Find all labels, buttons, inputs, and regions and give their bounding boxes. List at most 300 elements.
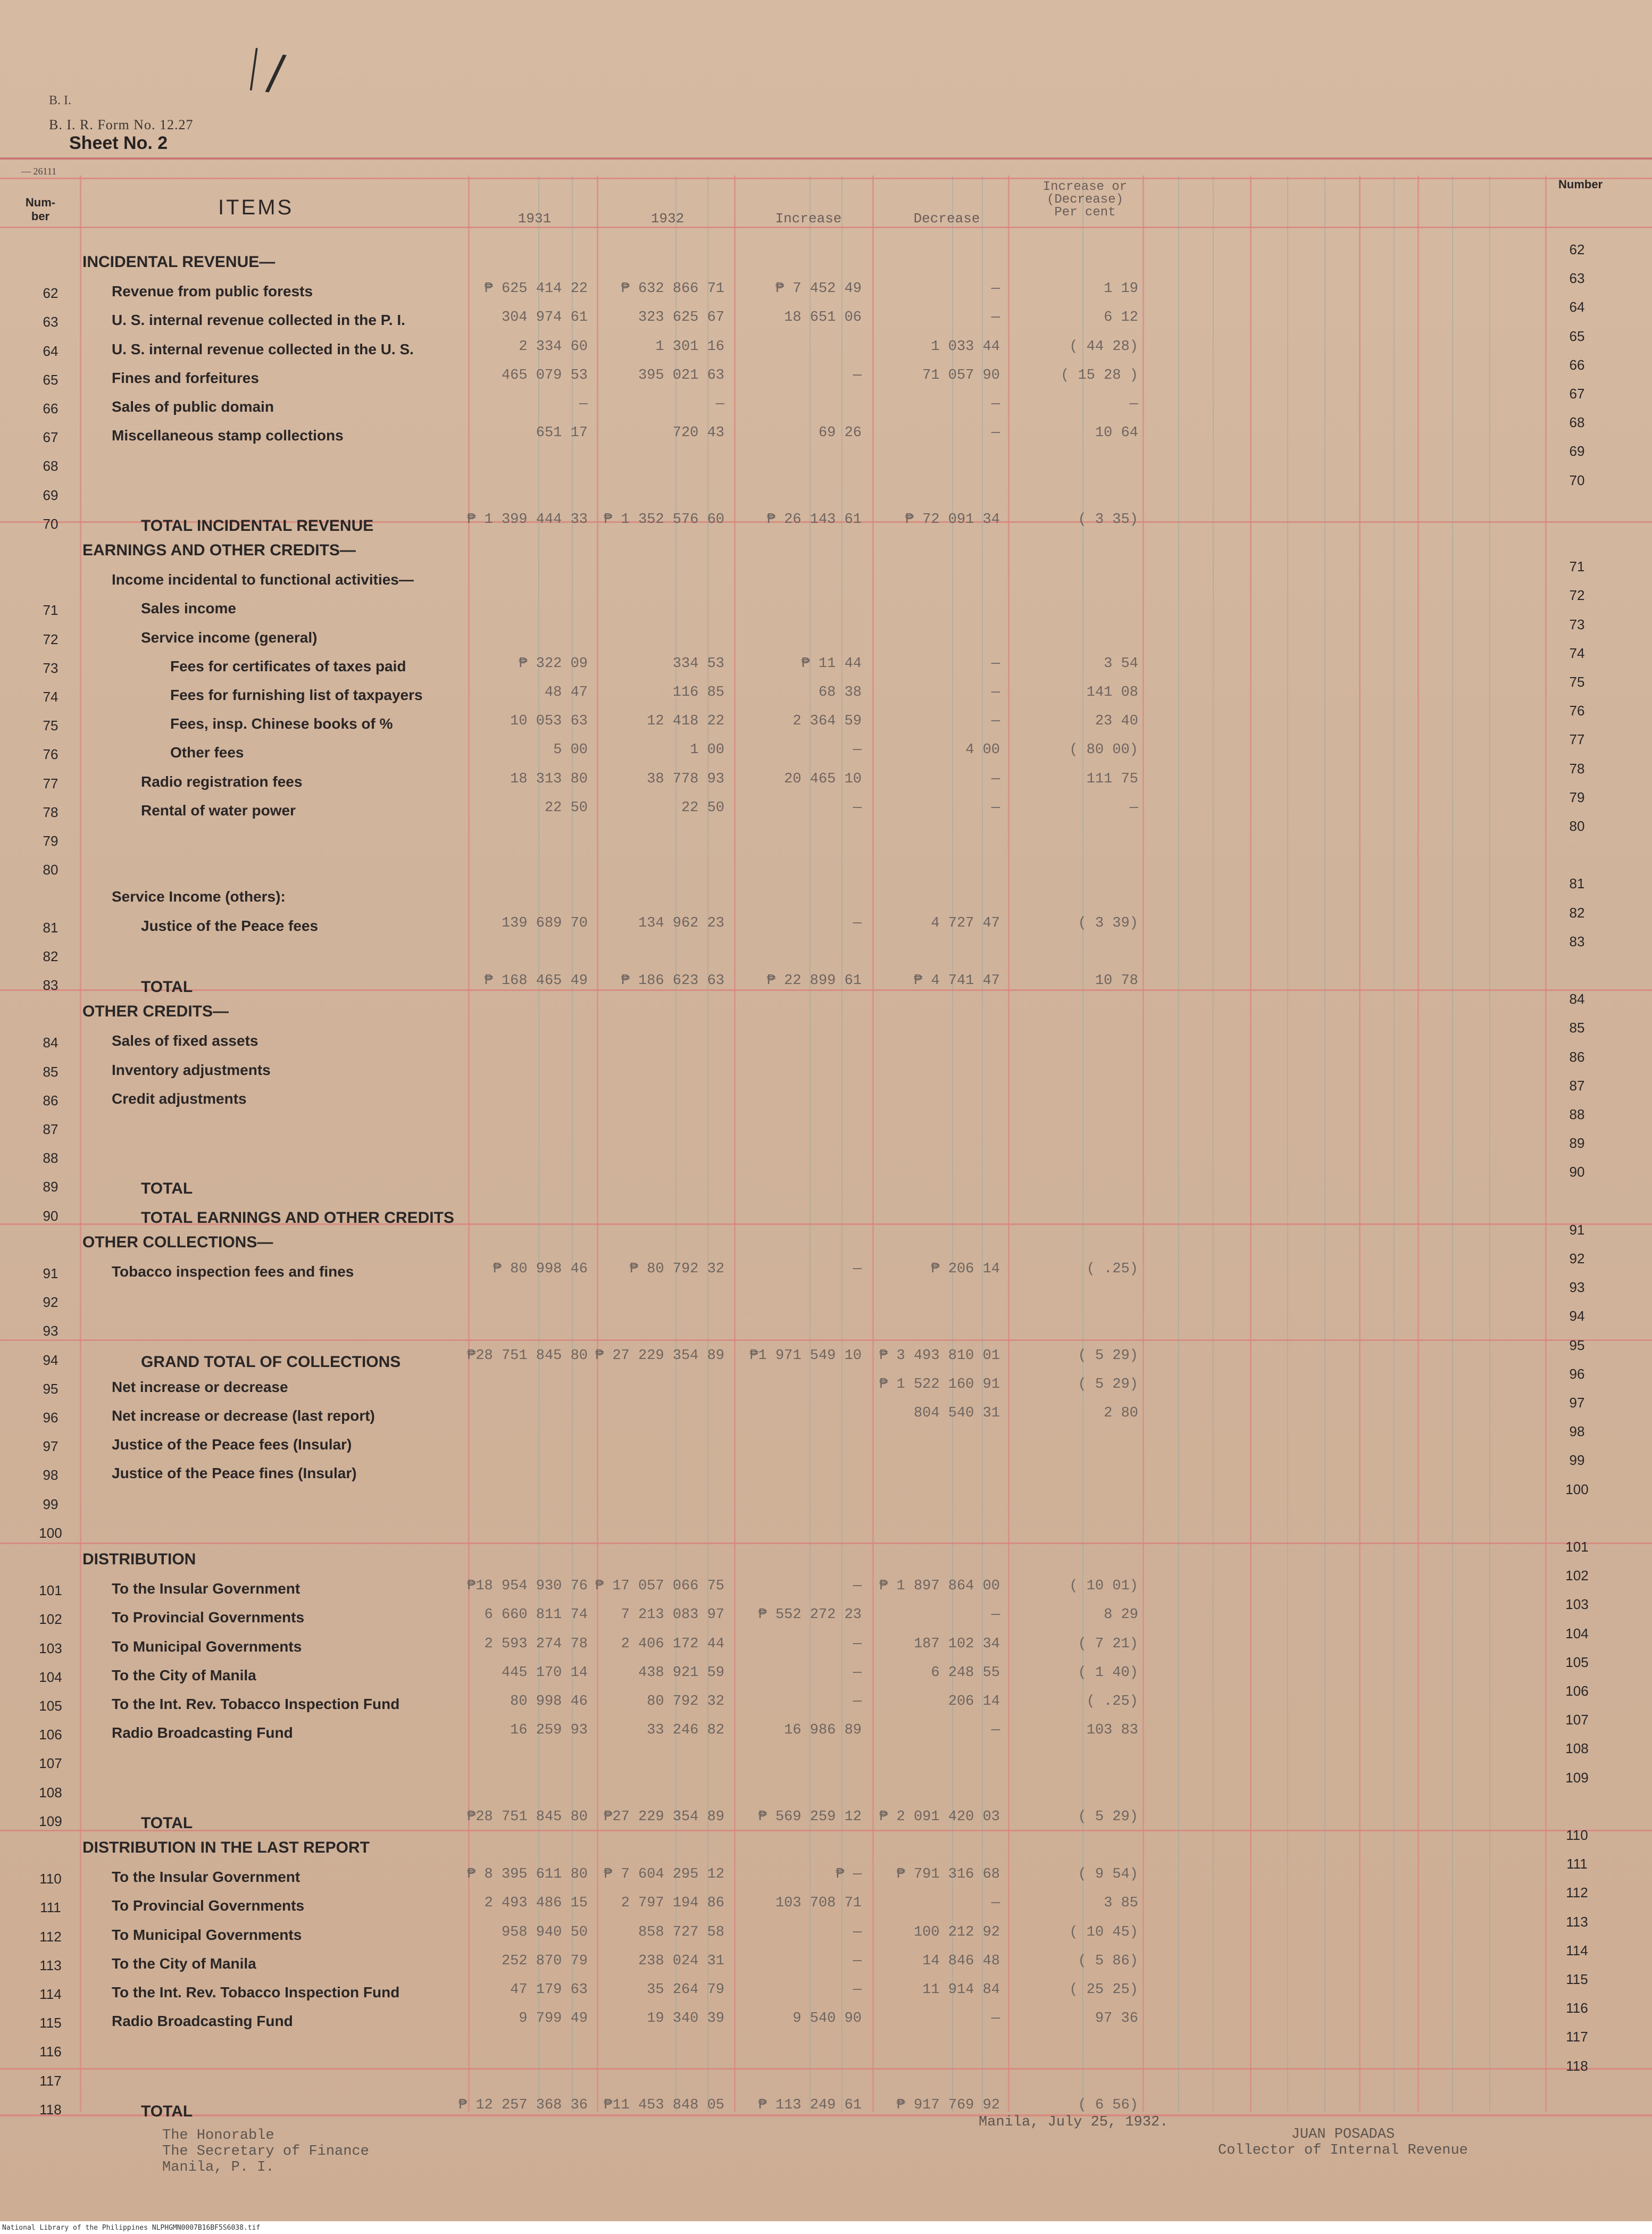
row-number: 105 xyxy=(39,1698,62,1714)
row-number: 81 xyxy=(43,919,59,936)
table-row xyxy=(0,876,1652,912)
cell-v1931: 5 00 xyxy=(553,742,588,758)
item-label: U. S. internal revenue collected in the P. I. xyxy=(112,312,405,329)
row-number-right: 66 xyxy=(1569,356,1585,373)
cell-v1932: — xyxy=(715,396,724,412)
table-row xyxy=(0,270,1652,306)
cell-pct: ( 1 40) xyxy=(1078,1664,1138,1681)
table-row xyxy=(0,1452,1652,1488)
cell-v1932: ₱ 27 229 354 89 xyxy=(595,1347,724,1364)
cell-inc: ₱ — xyxy=(836,1866,862,1883)
row-number: 78 xyxy=(43,804,59,820)
row-number-right: 98 xyxy=(1569,1423,1585,1440)
item-label: Inventory adjustments xyxy=(112,1061,271,1078)
row-number-right: 80 xyxy=(1569,818,1585,834)
table-row xyxy=(0,1712,1652,1748)
cell-v1931: 6 660 811 74 xyxy=(484,1607,588,1623)
item-label: Other fees xyxy=(170,744,244,761)
row-number-right: 96 xyxy=(1569,1365,1585,1382)
place-date: Manila, July 25, 1932. xyxy=(979,2114,1169,2130)
cell-v1932: 12 418 22 xyxy=(647,713,724,730)
row-number: 67 xyxy=(43,429,59,446)
section-heading: OTHER CREDITS— xyxy=(82,1003,229,1021)
table-row xyxy=(0,1740,1652,1777)
rule-h xyxy=(0,227,1652,228)
item-label: Sales of public domain xyxy=(112,398,274,415)
cell-v1932: ₱ 632 866 71 xyxy=(621,281,724,297)
col-percent-head: Increase or (Decrease) Per cent xyxy=(1042,180,1128,220)
cell-dec: — xyxy=(991,771,1000,787)
cell-pct: ( 44 28) xyxy=(1069,338,1138,355)
row-number: 116 xyxy=(39,2044,62,2060)
cell-v1932: ₱ 17 057 066 75 xyxy=(595,1578,724,1595)
row-number-right: 65 xyxy=(1569,328,1585,344)
cell-dec: 1 033 44 xyxy=(931,338,1000,355)
cell-v1931: ₱28 751 845 80 xyxy=(467,1347,588,1364)
cell-v1931: ₱18 954 930 76 xyxy=(467,1578,588,1595)
cell-pct: ( 5 29) xyxy=(1078,1808,1138,1825)
cell-dec: — xyxy=(991,1722,1000,1739)
item-label: To the City of Manila xyxy=(112,1666,256,1683)
row-number-right: 88 xyxy=(1569,1106,1585,1122)
item-label: To Provincial Governments xyxy=(112,1897,305,1914)
table-row xyxy=(0,241,1652,278)
row-number-right: 83 xyxy=(1569,933,1585,949)
row-number-right: 111 xyxy=(1566,1856,1588,1872)
cell-v1931: 958 940 50 xyxy=(501,1924,588,1940)
cell-v1932: ₱ 7 604 295 12 xyxy=(604,1866,724,1883)
table-row xyxy=(0,1395,1652,1431)
row-number-right: 75 xyxy=(1569,674,1585,690)
cell-pct: ( 9 54) xyxy=(1078,1866,1138,1883)
cell-v1931: ₱ 12 257 368 36 xyxy=(458,2097,588,2113)
cell-pct: 111 75 xyxy=(1086,771,1138,787)
cell-v1931: ₱ 168 465 49 xyxy=(484,973,588,989)
row-number: 74 xyxy=(43,689,59,705)
cell-dec: ₱ 206 14 xyxy=(931,1261,1000,1277)
cell-inc: — xyxy=(853,1578,862,1595)
sheet-number: Sheet No. 2 xyxy=(69,133,168,153)
row-number-right: 93 xyxy=(1569,1279,1585,1296)
item-label: Income incidental to functional activities— xyxy=(112,571,414,588)
row-number-right: 85 xyxy=(1569,1020,1585,1036)
cell-pct: ( 5 86) xyxy=(1078,1953,1138,1969)
row-number-right: 99 xyxy=(1569,1452,1585,1469)
row-number-right: 95 xyxy=(1569,1337,1585,1353)
table-row xyxy=(0,1077,1652,1114)
row-number-right: 72 xyxy=(1569,587,1585,604)
table-row xyxy=(0,789,1652,826)
cell-dec: 14 846 48 xyxy=(922,1953,1000,1969)
table-row xyxy=(0,2094,1652,2123)
total-label: GRAND TOTAL OF COLLECTIONS xyxy=(141,1353,401,1371)
table-row xyxy=(0,760,1652,797)
cell-v1932: 19 340 39 xyxy=(647,2011,724,2027)
cell-pct: ( 25 25) xyxy=(1069,1982,1138,1998)
row-number-right: 110 xyxy=(1566,1827,1588,1843)
item-label: Tobacco inspection fees and fines xyxy=(112,1263,354,1280)
cell-pct: 8 29 xyxy=(1104,1607,1138,1623)
cell-inc: 2 364 59 xyxy=(792,713,862,730)
row-number: 90 xyxy=(43,1207,59,1224)
cell-dec: — xyxy=(991,685,1000,701)
cell-inc: — xyxy=(853,1953,862,1969)
row-number: 95 xyxy=(43,1380,59,1397)
row-number: 82 xyxy=(43,948,59,964)
cell-v1932: 720 43 xyxy=(672,425,724,441)
row-number-right: 112 xyxy=(1566,1885,1588,1901)
cell-inc: ₱ 113 249 61 xyxy=(758,2097,862,2113)
row-number-right: 106 xyxy=(1565,1683,1589,1699)
cell-pct: ( 15 28 ) xyxy=(1061,367,1138,384)
cell-dec: — xyxy=(991,310,1000,326)
cell-v1932: ₱ 1 352 576 60 xyxy=(604,511,724,528)
cell-pct: 2 80 xyxy=(1104,1405,1138,1421)
row-number-right: 115 xyxy=(1566,1971,1588,1987)
cell-v1932: ₱11 453 848 05 xyxy=(604,2097,724,2113)
cell-v1931: 9 799 49 xyxy=(519,2011,588,2027)
item-label: Net increase or decrease xyxy=(112,1378,288,1395)
row-number-right: 118 xyxy=(1566,2057,1588,2074)
row-number-right: 73 xyxy=(1569,616,1585,632)
cell-dec: ₱ 72 091 34 xyxy=(905,511,1000,528)
cell-pct: ( 3 35) xyxy=(1078,511,1138,528)
cell-v1932: 134 962 23 xyxy=(638,915,724,931)
section-heading: DISTRIBUTION xyxy=(82,1551,196,1568)
row-number-right: 76 xyxy=(1569,703,1585,719)
row-number: 88 xyxy=(43,1150,59,1166)
row-number-right: 82 xyxy=(1569,904,1585,921)
cell-inc: ₱ 7 452 49 xyxy=(775,281,862,297)
row-number: 66 xyxy=(43,401,59,416)
row-number: 84 xyxy=(43,1035,59,1051)
table-row xyxy=(0,587,1652,623)
row-number: 118 xyxy=(39,2101,62,2118)
row-number-right: 71 xyxy=(1569,558,1585,575)
table-row xyxy=(0,2057,1652,2094)
cell-v1932: 2 406 172 44 xyxy=(621,1636,724,1652)
table-row xyxy=(0,1827,1652,1863)
rule-h xyxy=(0,178,1652,179)
cell-pct: — xyxy=(1129,799,1138,816)
row-number-right: 102 xyxy=(1565,1568,1589,1584)
cell-dec: 206 14 xyxy=(948,1694,1000,1710)
row-number-right: 62 xyxy=(1569,241,1585,257)
row-number: 94 xyxy=(43,1352,59,1368)
top-mark: B. I. xyxy=(49,94,71,107)
row-number: 87 xyxy=(43,1121,59,1137)
cell-pct: 23 40 xyxy=(1095,713,1138,730)
cell-v1931: 47 179 63 xyxy=(510,1982,588,1998)
item-label: To the City of Manila xyxy=(112,1955,256,1972)
cell-inc: ₱ 569 259 12 xyxy=(758,1808,862,1825)
row-number: 73 xyxy=(43,660,59,676)
table-row xyxy=(0,933,1652,970)
cell-v1931: — xyxy=(579,396,588,412)
cell-pct: ( .25) xyxy=(1086,1261,1138,1277)
cell-inc: ₱1 971 549 10 xyxy=(749,1347,862,1364)
table-row xyxy=(0,414,1652,451)
col-decrease-head: Decrease xyxy=(913,211,980,227)
item-label: To the Insular Government xyxy=(112,1869,301,1886)
cell-v1931: ₱ 8 395 611 80 xyxy=(467,1866,588,1883)
cell-pct: ( 7 21) xyxy=(1078,1636,1138,1652)
table-row xyxy=(0,1539,1652,1575)
table-row xyxy=(0,1365,1652,1402)
items-column-head: ITEMS xyxy=(218,196,294,219)
cell-v1932: ₱ 80 792 32 xyxy=(629,1261,724,1277)
row-number-right: 68 xyxy=(1569,414,1585,431)
item-label: Fines and forfeitures xyxy=(112,369,259,386)
table-row xyxy=(0,1518,1652,1546)
row-number-right: 79 xyxy=(1569,789,1585,805)
row-number: 110 xyxy=(39,1871,62,1887)
item-label: To the Int. Rev. Tobacco Inspection Fund xyxy=(112,1984,400,2000)
cell-pct: 6 12 xyxy=(1104,310,1138,326)
cell-v1931: 445 170 14 xyxy=(501,1664,588,1681)
col-1932-head: 1932 xyxy=(650,211,685,227)
item-label: Service Income (others): xyxy=(112,888,286,905)
cell-pct: ( 6 56) xyxy=(1078,2097,1138,2113)
table-row xyxy=(0,356,1652,393)
cell-v1932: 395 021 63 xyxy=(638,367,724,384)
row-number: 112 xyxy=(39,1928,62,1945)
item-label: Sales income xyxy=(141,600,236,617)
cell-pct: ( 5 29) xyxy=(1078,1347,1138,1364)
table-row xyxy=(0,818,1652,854)
form-number: B. I. R. Form No. 12.27 xyxy=(49,117,194,132)
row-number: 102 xyxy=(39,1611,62,1628)
row-number-right: 117 xyxy=(1566,2029,1588,2045)
cell-dec: — xyxy=(991,713,1000,730)
row-number: 75 xyxy=(43,718,59,734)
cell-v1931: 2 593 274 78 xyxy=(484,1636,588,1652)
cell-v1931: 10 053 63 xyxy=(510,713,588,730)
cell-v1932: 116 85 xyxy=(672,685,724,701)
cell-v1932: ₱27 229 354 89 xyxy=(604,1808,724,1825)
row-number: 92 xyxy=(43,1294,59,1311)
col-1931-head: 1931 xyxy=(518,211,552,227)
row-number-right: 97 xyxy=(1569,1395,1585,1411)
row-number-right: 104 xyxy=(1565,1625,1589,1641)
table-row xyxy=(0,299,1652,335)
cell-v1932: 33 246 82 xyxy=(647,1722,724,1739)
item-label: Fees, insp. Chinese books of % xyxy=(170,715,393,732)
table-row xyxy=(0,854,1652,883)
cell-pct: — xyxy=(1129,396,1138,412)
row-number-right: 70 xyxy=(1569,472,1585,488)
row-number: 107 xyxy=(39,1755,62,1772)
row-number: 117 xyxy=(39,2072,62,2089)
cell-inc: 18 651 06 xyxy=(784,310,862,326)
table-row xyxy=(0,1769,1652,1806)
cell-inc: — xyxy=(853,1261,862,1277)
cell-pct: 1 19 xyxy=(1104,281,1138,297)
number-column-head: Num-ber xyxy=(25,196,56,223)
rule-h xyxy=(0,157,1652,160)
total-label: TOTAL xyxy=(141,978,193,996)
item-label: Justice of the Peace fines (Insular) xyxy=(112,1465,357,1482)
cell-pct: ( 10 45) xyxy=(1069,1924,1138,1940)
cell-dec: ₱ 3 493 810 01 xyxy=(879,1347,1000,1364)
row-number-right: 92 xyxy=(1569,1251,1585,1266)
item-label: To Municipal Governments xyxy=(112,1926,302,1943)
item-label: To the Insular Government xyxy=(112,1580,301,1597)
table-row xyxy=(0,1164,1652,1200)
cell-dec: ₱ 4 741 47 xyxy=(913,973,1000,989)
row-number: 115 xyxy=(39,2015,62,2031)
cell-v1932: 1 00 xyxy=(690,742,724,758)
row-number: 114 xyxy=(39,1986,62,2002)
cell-v1931: ₱ 625 414 22 xyxy=(484,281,588,297)
total-label: TOTAL xyxy=(141,1814,193,1832)
row-number-right: 103 xyxy=(1565,1596,1589,1613)
table-row xyxy=(0,443,1652,479)
table-row xyxy=(0,1251,1652,1287)
number-column-head-right: Number xyxy=(1558,178,1603,191)
row-number: 63 xyxy=(43,314,59,330)
cell-v1932: ₱ 186 623 63 xyxy=(621,973,724,989)
cell-inc: — xyxy=(853,915,862,931)
item-label: Radio Broadcasting Fund xyxy=(112,1724,293,1741)
cell-pct: 97 36 xyxy=(1095,2011,1138,2027)
row-number: 100 xyxy=(39,1524,62,1541)
row-number-right: 89 xyxy=(1569,1135,1585,1152)
item-label: Rental of water power xyxy=(141,802,296,819)
table-row xyxy=(0,1971,1652,2007)
cell-v1932: 38 778 93 xyxy=(647,771,724,787)
cell-dec: 4 00 xyxy=(965,742,1000,758)
cell-dec: — xyxy=(991,2011,1000,2027)
cell-inc: — xyxy=(853,742,862,758)
item-label: Service income (general) xyxy=(141,629,318,646)
total-label: TOTAL INCIDENTAL REVENUE xyxy=(141,516,374,535)
cell-pct: ( .25) xyxy=(1086,1694,1138,1710)
cell-pct: 3 54 xyxy=(1104,655,1138,672)
total-label: TOTAL xyxy=(141,1180,193,1198)
table-row xyxy=(0,991,1652,1027)
cell-dec: 187 102 34 xyxy=(913,1636,1000,1652)
row-number: 79 xyxy=(43,833,59,849)
cell-dec: ₱ 917 769 92 xyxy=(896,2097,1000,2113)
cell-v1932: 80 792 32 xyxy=(647,1694,724,1710)
row-number: 91 xyxy=(43,1265,59,1281)
cell-v1932: 35 264 79 xyxy=(647,1982,724,1998)
row-number: 69 xyxy=(43,487,59,503)
cell-inc: — xyxy=(853,799,862,816)
row-number-right: 107 xyxy=(1565,1712,1589,1728)
row-number: 70 xyxy=(43,515,59,532)
row-number-right: 77 xyxy=(1569,731,1585,748)
row-number: 83 xyxy=(43,977,59,993)
cell-dec: 11 914 84 xyxy=(922,1982,1000,1998)
row-number: 77 xyxy=(43,775,59,791)
cell-v1931: ₱ 1 399 444 33 xyxy=(467,511,588,528)
table-row xyxy=(0,558,1652,595)
cell-dec: 4 727 47 xyxy=(931,915,1000,931)
row-number: 96 xyxy=(43,1410,59,1426)
total-label: TOTAL xyxy=(141,2102,193,2120)
cell-dec: — xyxy=(991,425,1000,441)
item-label: To Provincial Governments xyxy=(112,1609,305,1626)
table-row xyxy=(0,2000,1652,2036)
row-number-right: 64 xyxy=(1569,299,1585,315)
table-row xyxy=(0,537,1652,566)
table-row xyxy=(0,674,1652,710)
cell-dec: 100 212 92 xyxy=(913,1924,1000,1940)
cell-inc: 69 26 xyxy=(818,425,862,441)
cell-v1931: 465 079 53 xyxy=(501,367,588,384)
row-number: 64 xyxy=(43,343,59,359)
table-row xyxy=(0,1308,1652,1344)
cell-v1931: 651 17 xyxy=(536,425,588,441)
col-increase-head: Increase xyxy=(775,211,842,227)
table-row xyxy=(0,1625,1652,1662)
row-number-right: 87 xyxy=(1569,1077,1585,1094)
table-row xyxy=(0,1106,1652,1143)
item-label: U. S. internal revenue collected in the U. S. xyxy=(112,340,414,357)
cell-inc: 103 708 71 xyxy=(775,1895,862,1912)
cell-inc: — xyxy=(853,1664,862,1681)
cell-dec: ₱ 791 316 68 xyxy=(896,1866,1000,1883)
cell-v1931: 18 313 80 xyxy=(510,771,588,787)
item-label: Miscellaneous stamp collections xyxy=(112,427,344,444)
cell-inc: — xyxy=(853,1694,862,1710)
total-label: TOTAL EARNINGS AND OTHER CREDITS xyxy=(141,1208,454,1227)
cell-dec: ₱ 1 522 160 91 xyxy=(879,1376,1000,1393)
table-row xyxy=(0,1806,1652,1835)
cell-dec: — xyxy=(991,281,1000,297)
cell-v1931: 252 870 79 xyxy=(501,1953,588,1969)
cell-v1932: 22 50 xyxy=(681,799,724,816)
cell-v1931: 2 334 60 xyxy=(519,338,588,355)
table-row xyxy=(0,509,1652,537)
cell-inc: ₱ 11 44 xyxy=(801,655,862,672)
cell-inc: 68 38 xyxy=(818,685,862,701)
cell-inc: — xyxy=(853,367,862,384)
table-row xyxy=(0,1221,1652,1258)
cell-v1931: ₱ 322 09 xyxy=(519,655,588,672)
item-label: To the Int. Rev. Tobacco Inspection Fund xyxy=(112,1696,400,1712)
cell-inc: ₱ 26 143 61 xyxy=(766,511,862,528)
cell-dec: — xyxy=(991,1607,1000,1623)
cell-v1932: 334 53 xyxy=(672,655,724,672)
cell-pct: ( 80 00) xyxy=(1069,742,1138,758)
cell-v1931: 80 998 46 xyxy=(510,1694,588,1710)
row-number-right: 113 xyxy=(1566,1913,1588,1930)
row-number-right: 101 xyxy=(1565,1539,1589,1555)
table-row xyxy=(0,1683,1652,1719)
row-number: 98 xyxy=(43,1467,59,1483)
cell-dec: — xyxy=(991,799,1000,816)
table-row xyxy=(0,386,1652,422)
section-heading: INCIDENTAL REVENUE— xyxy=(82,253,276,271)
row-number-right: 63 xyxy=(1569,270,1585,287)
table-row xyxy=(0,1201,1652,1229)
row-number-right: 78 xyxy=(1569,760,1585,777)
cell-pct: 10 78 xyxy=(1095,973,1138,989)
row-number: 99 xyxy=(43,1496,59,1512)
table-row xyxy=(0,472,1652,509)
row-number: 85 xyxy=(43,1063,59,1080)
row-number-right: 94 xyxy=(1569,1308,1585,1324)
cell-v1931: 22 50 xyxy=(544,799,588,816)
table-row xyxy=(0,1423,1652,1460)
cell-pct: ( 5 29) xyxy=(1078,1376,1138,1393)
cell-dec: — xyxy=(991,1895,1000,1912)
table-row xyxy=(0,1885,1652,1921)
row-number: 68 xyxy=(43,458,59,474)
